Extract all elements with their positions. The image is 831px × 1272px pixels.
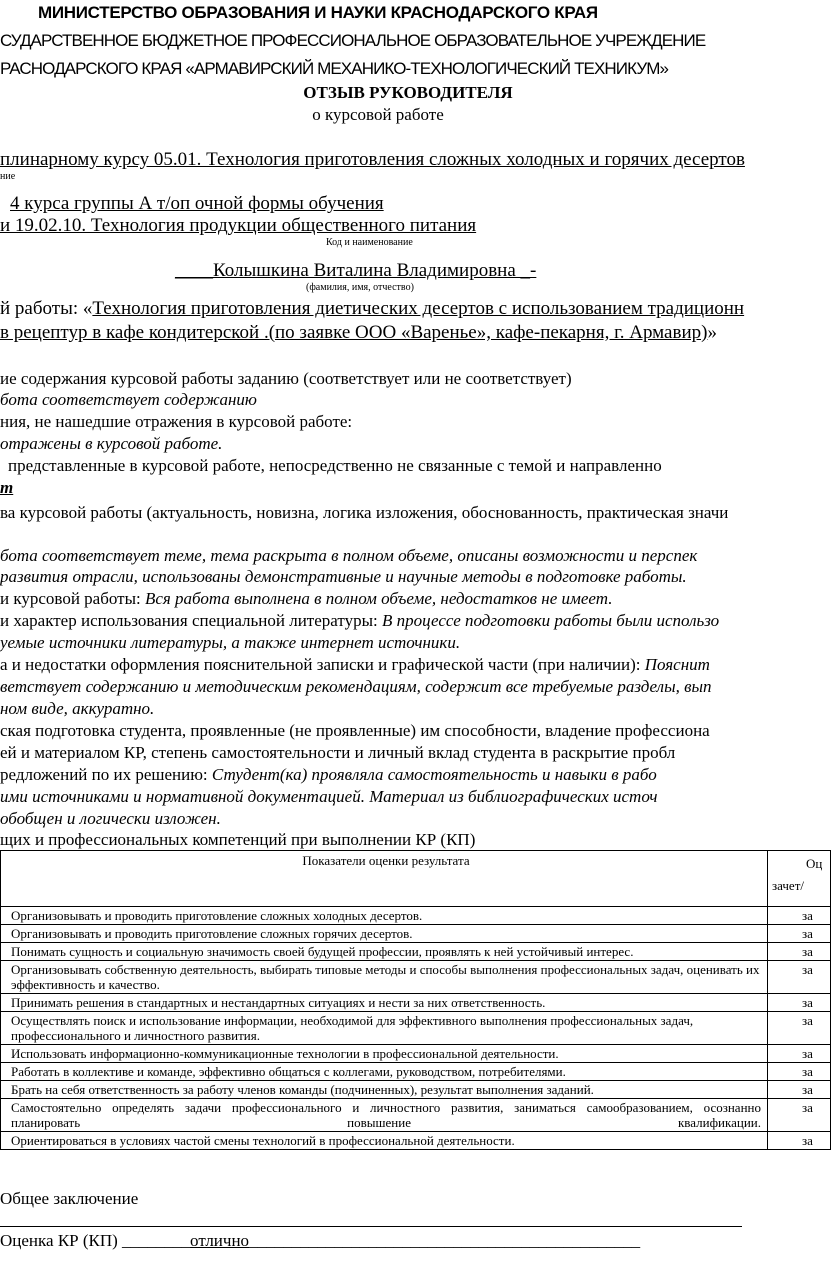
row-grade: за xyxy=(768,1132,831,1150)
answer-8-line-2: ими источниками и нормативной документацией. Материал из библиографических источ xyxy=(0,787,658,806)
document-title: ОТЗЫВ РУКОВОДИТЕЛЯ xyxy=(303,83,513,102)
question-5 xyxy=(0,589,612,609)
topic-text-1: Технология приготовления диетических десертов с использованием традиционн xyxy=(92,298,745,319)
question-8-line-3 xyxy=(0,765,657,785)
topic-line-1 xyxy=(0,298,744,320)
row-grade: за xyxy=(768,1045,831,1063)
question-1: ие содержания курсовой работы заданию (соответствует или не соответствует) xyxy=(0,369,572,388)
answer-8-line-1: Студент(ка) проявляла самостоятельность и навыки в рабо xyxy=(211,765,657,784)
institution-line-1: СУДАРСТВЕННОЕ БЮДЖЕТНОЕ ПРОФЕССИОНАЛЬНОЕ ОБРАЗОВАТЕЛЬНОЕ УЧРЕЖДЕНИЕ xyxy=(0,31,706,50)
row-indicator: Понимать сущность и социальную значимость своей будущей профессии, проявлять к ней устойчивый интерес. xyxy=(1,943,768,961)
table-header-row xyxy=(1,851,831,907)
student-name: ____Колышкина Виталина Владимировна _- xyxy=(175,260,537,281)
col-header-indicators: Показатели оценки результата xyxy=(1,851,768,907)
table-row xyxy=(1,943,831,961)
answer-7-line-1: Пояснит xyxy=(644,655,710,674)
table-row xyxy=(1,925,831,943)
answer-5: Вся работа выполнена в полном объеме, недостатков не имеет. xyxy=(144,589,613,608)
row-grade: за xyxy=(768,925,831,943)
table-row xyxy=(1,1012,831,1045)
col-header-grade-line-2: зачет/ xyxy=(772,878,804,893)
discipline-caption: ние xyxy=(0,171,16,182)
answer-7-line-2: ветствует содержанию и методическим рекомендациям, содержит все требуемые разделы, вып xyxy=(0,677,712,696)
answer-6-line-2: уемые источники литературы, а также интернет источники. xyxy=(0,633,461,652)
specialty-caption: Код и наименование xyxy=(326,237,413,248)
specialty-line: и 19.02.10. Технология продукции общественного питания xyxy=(0,215,477,236)
competencies-table xyxy=(0,850,831,1150)
row-indicator: Организовывать и проводить приготовление сложных горячих десертов. xyxy=(1,925,768,943)
question-7-label: а и недостатки оформления пояснительной записки и графической части (при наличии): xyxy=(0,655,645,674)
grade-tail: ______________________________________________ xyxy=(249,1231,641,1250)
row-indicator: Организовывать и проводить приготовление сложных холодных десертов. xyxy=(1,907,768,925)
question-5-label: и курсовой работы: xyxy=(0,589,145,608)
row-indicator: Работать в коллективе и команде, эффективно общаться с коллегами, руководством, потребителями. xyxy=(1,1063,768,1081)
answer-8-line-3: обобщен и логически изложен. xyxy=(0,809,221,828)
grade-line xyxy=(0,1231,640,1251)
topic-text-2: в рецептур в кафе кондитерской .(по заявке ООО «Варенье», кафе-пекарня, г. Армавир) xyxy=(0,322,708,343)
row-indicator: Самостоятельно определять задачи профессионального и личностного развития, заниматься самообразованием, осознанно планировать повышение квалификации. xyxy=(1,1099,768,1132)
student-caption: (фамилия, имя, отчество) xyxy=(306,282,414,293)
table-row xyxy=(1,907,831,925)
row-grade: за xyxy=(768,1099,831,1132)
question-8-line-1: ская подготовка студента, проявленные (не проявленные) им способности, владение профессиона xyxy=(0,721,710,740)
answer-3: т xyxy=(0,478,14,497)
row-grade: за xyxy=(768,1063,831,1081)
row-grade: за xyxy=(768,961,831,994)
col-header-grade xyxy=(768,851,831,907)
question-6-label: и характер использования специальной литературы: xyxy=(0,611,382,630)
general-conclusion-label: Общее заключение xyxy=(0,1189,139,1208)
topic-line-2 xyxy=(0,322,717,344)
answer-1: бота соответствует содержанию xyxy=(0,390,257,409)
table-row xyxy=(1,1132,831,1150)
row-indicator: Организовывать собственную деятельность, выбирать типовые методы и способы выполнения профессиональных задач, оценивать их эффективность и качество. xyxy=(1,961,768,994)
table-row xyxy=(1,1081,831,1099)
table-row xyxy=(1,961,831,994)
table-row xyxy=(1,1063,831,1081)
grade-label: Оценка КР (КП) ________ xyxy=(0,1231,191,1250)
row-grade: за xyxy=(768,1012,831,1045)
topic-label: й работы: « xyxy=(0,298,93,319)
conclusion-rule xyxy=(0,1226,742,1227)
question-7 xyxy=(0,655,710,675)
answer-4-line-1: бота соответствует теме, тема раскрыта в полном объеме, описаны возможности и перспек xyxy=(0,546,698,565)
question-8-label: редложений по их решению: xyxy=(0,765,212,784)
institution-line-2: РАСНОДАРСКОГО КРАЯ «АРМАВИРСКИЙ МЕХАНИКО-ТЕХНОЛОГИЧЕСКИЙ ТЕХНИКУМ» xyxy=(0,59,669,78)
row-grade: за xyxy=(768,1081,831,1099)
answer-4-line-2: развития отрасли, использованы демонстративные и научные методы в подготовке работы. xyxy=(0,567,687,586)
row-grade: за xyxy=(768,943,831,961)
row-indicator: Брать на себя ответственность за работу членов команды (подчиненных), результат выполнения заданий. xyxy=(1,1081,768,1099)
topic-close: » xyxy=(707,322,717,343)
row-indicator: Принимать решения в стандартных и нестандартных ситуациях и нести за них ответственность. xyxy=(1,994,768,1012)
col-header-grade-line-1: Оц xyxy=(806,856,823,871)
group-line: 4 курса группы А т/оп очной формы обучения xyxy=(10,193,384,214)
answer-7-line-3: ном виде, аккуратно. xyxy=(0,699,155,718)
answer-6-line-1: В процессе подготовки работы были использо xyxy=(381,611,720,630)
row-indicator: Осуществлять поиск и использование информации, необходимой для эффективного выполнения профессиональных задач, профессионального и личностного развития. xyxy=(1,1012,768,1045)
competencies-heading: щих и профессиональных компетенций при выполнении КР (КП) xyxy=(0,830,476,849)
grade-value: отлично xyxy=(190,1231,250,1250)
table-row xyxy=(1,1099,831,1132)
discipline-line: плинарному курсу 05.01. Технология приготовления сложных холодных и горячих десертов xyxy=(0,149,745,170)
question-8-line-2: ей и материалом КР, степень самостоятельности и личный вклад студента в раскрытие пробл xyxy=(0,743,676,762)
row-indicator: Ориентироваться в условиях частой смены технологий в профессиональной деятельности. xyxy=(1,1132,768,1150)
question-4: ва курсовой работы (актуальность, новизна, логика изложения, обоснованность, практическая значи xyxy=(0,503,729,522)
document-subtitle: о курсовой работе xyxy=(312,105,444,124)
question-6 xyxy=(0,611,719,631)
question-3: представленные в курсовой работе, непосредственно не связанные с темой и направленно xyxy=(8,456,662,475)
row-grade: за xyxy=(768,994,831,1012)
question-2: ния, не нашедшие отражения в курсовой работе: xyxy=(0,412,353,431)
table-row xyxy=(1,1045,831,1063)
row-indicator: Использовать информационно-коммуникационные технологии в профессиональной деятельности. xyxy=(1,1045,768,1063)
ministry-heading: МИНИСТЕРСТВО ОБРАЗОВАНИЯ И НАУКИ КРАСНОДАРСКОГО КРАЯ xyxy=(38,3,598,22)
answer-2: отражены в курсовой работе. xyxy=(0,434,223,453)
table-row xyxy=(1,994,831,1012)
row-grade: за xyxy=(768,907,831,925)
